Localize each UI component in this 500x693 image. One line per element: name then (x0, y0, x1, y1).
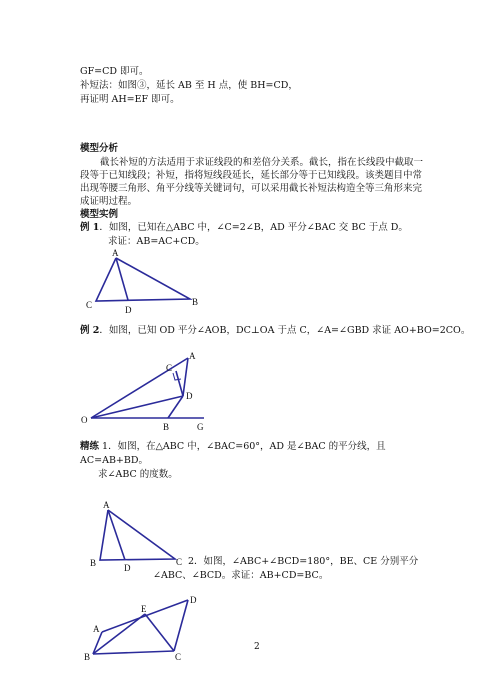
example2-point-d: D (186, 391, 193, 401)
practice1-point-a: A (103, 500, 110, 510)
example1-text: ．如图，已知在△ABC 中，∠C=2∠B，AD 平分∠BAC 交 BC 于点 D。 (99, 222, 408, 233)
example1-point-a: A (112, 248, 119, 258)
text-line-prove: 再证明 AH=EF 即可。 (80, 94, 180, 105)
example1-point-d: D (125, 305, 132, 315)
practice1-point-c: C (176, 557, 183, 567)
page-number: 2 (254, 642, 260, 652)
practice2-segment-ce (145, 614, 174, 651)
example1-ask: 求证：AB=AC+CD。 (108, 236, 205, 247)
practice2-point-c: C (175, 652, 182, 662)
example2-point-g: G (197, 422, 204, 432)
example2-text: ．如图，已知 OD 平分∠AOB，DC⊥OA 于点 C，∠A=∠GBD 求证 AO+BO=2CO。 (99, 325, 471, 336)
example1-label: 例 1 (80, 222, 100, 233)
model-analysis-heading: 模型分析 (80, 143, 119, 154)
practice2-text1: 2．如图，∠ABC+∠BCD=180°，BE、CE 分别平分 (188, 556, 419, 567)
practice2-point-d: D (190, 595, 197, 605)
example2-point-a: A (189, 351, 196, 361)
practice2-point-e: E (141, 604, 147, 614)
text-line-gfcd: GF=CD 即可。 (80, 66, 149, 77)
practice2-segment-cd (174, 600, 188, 651)
practice1-point-d: D (124, 563, 131, 573)
example2-point-c: C (166, 363, 173, 373)
practice2-point-b: B (84, 652, 91, 662)
text-line-bu-method: 补短法：如图③，延长 AB 至 H 点，使 BH=CD， (80, 80, 298, 91)
practice1-text2: AC=AB+BD。 (80, 455, 148, 466)
model-examples-heading: 模型实例 (80, 209, 119, 220)
example2-label: 例 2 (80, 325, 100, 336)
practice2-segment-bc (93, 651, 174, 654)
practice-label: 精练 (80, 441, 100, 452)
example1-point-b: B (192, 297, 199, 307)
practice1-ask: 求∠ABC 的度数。 (98, 469, 178, 480)
example2-point-o: O (81, 415, 88, 425)
example1-point-c: C (86, 300, 93, 310)
example2-point-b: B (163, 422, 170, 432)
model-analysis-text: 截长补短的方法适用于求证线段的和差倍分关系。截长，指在长线段中截取一段等于已知线段；补短，指将短线段延长，延长部分等于已知线段。该类题目中常出现等腰三角形、角平分线等关键词句，可以采用截长补短法构造全等三角形来完成证明过程。 (80, 157, 424, 207)
practice1-point-b: B (90, 558, 97, 568)
practice1-text1: 1．如图，在△ABC 中，∠BAC=60°，AD 是∠BAC 的平分线，且 (99, 441, 386, 452)
practice2-text2: ∠ABC、∠BCD。求证：AB+CD=BC。 (153, 570, 329, 581)
practice2-point-a: A (93, 624, 100, 634)
